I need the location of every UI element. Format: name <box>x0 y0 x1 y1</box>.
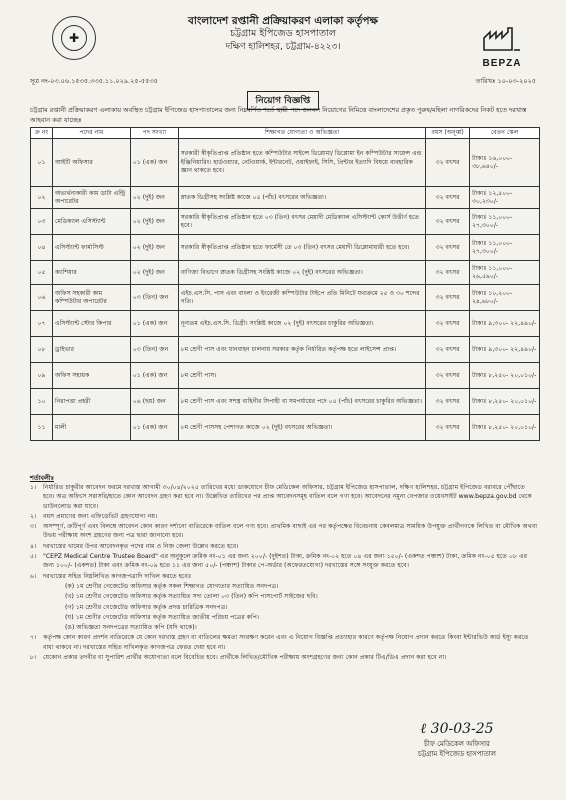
bepza-logo <box>472 26 532 74</box>
table-row <box>31 261 540 285</box>
cell-serial: ০১ <box>31 139 53 187</box>
cell-post: মালী <box>52 415 130 441</box>
cell-salary: টাকাঃ ১৬,০০০- ৩৮,৬৪০/- <box>470 139 540 187</box>
term-number: ৬। <box>30 572 37 580</box>
cell-count: ০১ (এক) জন <box>130 139 178 187</box>
term-text: নির্ধারিত চাকুরীর আবেদন ফরমে দরখাস্ত আগামী ৩০/০৪/২০২৫ তারিখের মধ্যে ডাকযোগে চীফ মেডিকেল অফিসার, চট্টগ্রাম ইপিজেড হাসপাতাল, দক্ষিণ হালিশহর, চট্টগ্রাম ইপিজেড বরাবরে পৌঁছাতে হবে। অত্র অফিসে সরাসরি/হাতে কোন আবেদন গ্রহণ করা হবে না। উল্লেখিত তারিখের পর প্রাপ্ত আবেদনসমূহ বাতিল বলে গণ্য হবে। আবেদনের নমুনা বেপজার ওয়েবসাইট www.bepza.gov.bd থেকে ডাউনলোড করা যাবে। <box>43 484 532 510</box>
cell-count: ০১ (এক) জন <box>130 363 178 389</box>
cell-qualification: ৮ম শ্রেণী পাস এবং যানবাহন চালনায় সরকার কর্তৃক নির্ধারিত কর্তৃপক্ষ হতে লাইসেন্স প্রাপ্ত। <box>178 337 425 363</box>
cell-serial: ০৫ <box>31 261 53 285</box>
cell-salary: টাকাঃ ৮,২৫০- ২০,০১০/- <box>470 415 540 441</box>
letterhead <box>110 14 456 53</box>
cell-qualification: ৮ম শ্রেণী পাস। <box>178 363 425 389</box>
term-text: "CEPZ Medical Centre Trustee Board" এর অনুকূলে ক্রমিক নং-০১ এর জন্য ২০০/- (দুইশত) টাকা, ক্রমিক নং-০২ হতে ০৪ এর জন্য ১৫০/- (একশত পঞ্চাশ) টাকা, ক্রমিক নং-০৫ হতে ০৮ এর জন্য ১০০/- (একশত) টাকা এবং ক্রমিক নং-০৯ হতে ১১ এর জন্য ৫০/- (পঞ্চাশ) টাকার পে-অর্ডার (অফেরতযোগ্য) দরখাস্তের সঙ্গে সংযুক্ত করতে হবে। <box>43 553 528 570</box>
cell-post: ড্রাইভার <box>52 337 130 363</box>
cell-post: এসিস্ট্যান্ট স্টোর কিপার <box>52 311 130 337</box>
term-item <box>30 542 538 551</box>
table-row <box>31 389 540 415</box>
terms-list <box>30 483 538 663</box>
cell-post: নিরাপত্তা প্রহরী <box>52 389 130 415</box>
cell-age: ৩২ বৎসর <box>426 139 470 187</box>
term-text: (খ) ১ম শ্রেণীর গেজেটেড অফিসার কর্তৃক সত্যায়িত সদ্য তোলা ০৩ (তিন) কপি পাসপোর্ট সাইজের ছবি। <box>65 593 318 601</box>
term-number: ৩। <box>30 523 37 531</box>
cell-qualification: ৮ম শ্রেণী পাসসহ পেশাগত কাজে ০২ (দুই) বৎসরের অভিজ্ঞতা। <box>178 415 425 441</box>
cell-post: এসিস্ট্যান্ট ফার্মাসিস্ট <box>52 235 130 261</box>
term-text: দরখাস্তের খামের উপর আবেদনকৃত পদের নাম ও নিজ জেলা উল্লেখ করতে হবে। <box>43 542 239 550</box>
term-item <box>30 633 538 652</box>
col-post: পদের নাম <box>52 128 130 139</box>
term-item <box>30 653 538 662</box>
cell-post: ক্যাশিয়ার <box>52 261 130 285</box>
cell-qualification: সরকারী স্বীকৃতিপ্রাপ্ত প্রতিষ্ঠান হতে কম্পিউটার সাইন্সে ডিপ্লোমা/ ডিপ্লোমা ইন কম্পিউটার সায়েন্স এন্ড ইঞ্জিনিয়ারিং। হার্ডওয়্যার, নেটওয়ার্ক, ইন্টারনেট, ওয়াইফাই, সিসি, প্রিন্টার ইত্যাদি বিষয়ে ব্যবহারিক জ্ঞান থাকতে হবে। <box>178 139 425 187</box>
cell-salary: টাকাঃ ১০,২০০- ২৪,৬৮০/- <box>470 285 540 311</box>
cell-age: ৩২ বৎসর <box>426 261 470 285</box>
hospital-name: চট্টগ্রাম ইপিজেড হাসপাতাল <box>230 28 336 40</box>
cell-qualification: স্নাতক ডিগ্রীসহ সংশ্লিষ্ট কাজে ০৫ (পাঁচ) বৎসরের অভিজ্ঞতা। <box>178 187 425 209</box>
term-item <box>30 572 538 581</box>
term-text: দরখাস্তের সহিত নিম্নলিখিত কাগজপত্রাদি দাখিল করতে হবেঃ <box>43 572 192 580</box>
vacancy-table <box>30 127 540 441</box>
cell-post: মেডিক্যাল এসিস্ট্যান্ট <box>52 209 130 235</box>
term-item <box>30 552 538 571</box>
table-row <box>31 209 540 235</box>
signature: ℓ 30-03-25 <box>420 721 494 737</box>
table-header-row <box>31 128 540 139</box>
terms-title: শর্তাবলীঃ <box>30 474 54 482</box>
term-number: ৫। <box>30 553 37 561</box>
cell-post: আইটি অফিসার <box>52 139 130 187</box>
cell-count: ০৩ (তিন) জন <box>130 285 178 311</box>
cell-count: ০২ (দুই) জন <box>130 235 178 261</box>
col-age: বয়স (অনূর্ধ্ব) <box>426 128 470 139</box>
cell-serial: ০৮ <box>31 337 53 363</box>
cell-serial: ০৩ <box>31 209 53 235</box>
cell-serial: ০৭ <box>31 311 53 337</box>
term-text: বয়স প্রমাণের জন্য এফিডেভিট গ্রহণযোগ্য নয়। <box>43 512 158 520</box>
factory-icon <box>482 26 522 52</box>
col-qualification: শিক্ষাগত যোগ্যতা ও অভিজ্ঞতা <box>178 128 425 139</box>
cell-age: ৩২ বৎসর <box>426 311 470 337</box>
col-serial: ক্র নং <box>31 128 53 139</box>
cell-qualification: সরকারি স্বীকৃতিপ্রাপ্ত প্রতিষ্ঠান হতে ০৩ (তিন) বৎসর মেয়াদী মেডিক্যাল এসিস্ট্যান্ট কোর্স উত্তীর্ণ হতে হবে। <box>178 209 425 235</box>
cell-age: ৩২ বৎসর <box>426 209 470 235</box>
bepza-wordmark: BEPZA <box>482 58 522 69</box>
cell-post: অফিস সহকারী কাম কম্পিউটার অপারেটর <box>52 285 130 311</box>
term-number: ৭। <box>30 634 37 642</box>
cell-qualification: সরকারি স্বীকৃতিপ্রাপ্ত প্রতিষ্ঠান হতে ফার্মেসী তে ০৩ (তিন) বৎসর মেয়াদী ডিপ্লোমাধারী হতে হবে। <box>178 235 425 261</box>
term-number: ৪। <box>30 542 37 550</box>
table-row <box>31 337 540 363</box>
table-row <box>31 187 540 209</box>
term-text: (ঘ) ১ম শ্রেণীর গেজেটেড অফিসার কর্তৃক সত্যায়িত জাতীয় পরিচয় পত্রের কপি। <box>65 613 260 621</box>
cell-count: ০১ (এক) জন <box>130 311 178 337</box>
cell-salary: টাকাঃ ৯,৩০০- ২২,৪৯০/- <box>470 337 540 363</box>
term-text: (ক) ১ম শ্রেণীর গেজেটেড অফিসার কর্তৃক সকল শিক্ষাগত যোগ্যতার সত্যায়িত সনদপত্র। <box>65 582 279 590</box>
cell-serial: ১০ <box>31 389 53 415</box>
term-item <box>30 623 538 632</box>
reference-row <box>30 76 536 87</box>
cell-serial: ০৯ <box>31 363 53 389</box>
term-item <box>30 522 538 541</box>
table-row <box>31 235 540 261</box>
cell-age: ৩২ বৎসর <box>426 415 470 441</box>
cell-salary: টাকাঃ ১১,০০০- ২৬,৫৯০/- <box>470 261 540 285</box>
cell-salary: টাকাঃ ১২,৫০০- ৩০,২৩০/- <box>470 187 540 209</box>
cell-count: ০২ (দুই) জন <box>130 261 178 285</box>
signatory-office: চট্টগ্রাম ইপিজেড হাসপাতাল <box>417 749 496 758</box>
term-item <box>30 582 538 591</box>
cell-count: ০১ (এক) জন <box>130 415 178 441</box>
cell-age: ৩২ বৎসর <box>426 363 470 389</box>
table-row <box>31 415 540 441</box>
cell-qualification: ৮ম শ্রেণী পাস এবং সশস্ত্র বাহিনীর সিপাহী বা সমপর্যায়ের পদে ০৫ (পাঁচ) বৎসরের চাকুরির অভিজ্ঞতা। <box>178 389 425 415</box>
signature-block <box>418 720 496 760</box>
cell-count: ০২ (দুই) জন <box>130 187 178 209</box>
cell-serial: ০৪ <box>31 235 53 261</box>
term-text: কর্তৃপক্ষ কোন কারণ প্রদর্শন ব্যতিরেকে যে কোন দরখাস্ত গ্রহণ বা বাতিলের ক্ষমতা সংরক্ষণ করেন এবং এ নিয়োগ বিজ্ঞপ্তি প্রত্যাহার কারণে কর্তৃপক্ষ নিয়োগ প্রদান করতে কিংবা ইন্টারভিউ কার্ড ইস্যু করতে বাধ্য থাকবে না। দরখাস্তের সহিত দাখিলকৃত কাগজপত্র ফেরত দেয়া হবে না। <box>43 634 529 651</box>
hospital-logo <box>52 16 96 60</box>
cell-count: ০৬ (ছয়) জন <box>130 389 178 415</box>
term-item <box>30 603 538 612</box>
org-name: বাংলাদেশ রপ্তানী প্রক্রিয়াকরণ এলাকা কর্তৃপক্ষ <box>188 15 378 27</box>
col-count: পদ সংখ্যা <box>130 128 178 139</box>
term-number: ১। <box>30 484 37 491</box>
cell-count: ০২ (দুই) জন <box>130 209 178 235</box>
col-salary: বেতন স্কেল <box>470 128 540 139</box>
term-text: (ঙ) অভিজ্ঞতা সনদপত্রের সত্যায়িত কপি (যদি থাকে)। <box>65 624 197 632</box>
cell-post: অফিস সহায়ক <box>52 363 130 389</box>
memo-number: সূত্র নং-০৩.০৬.১৫৩৫.৩৩৫.১১.০২৯.২৫-৫৫৩৫ <box>30 77 158 85</box>
address: দক্ষিণ হালিশহর, চট্টগ্রাম-৪২২৩। <box>225 41 341 52</box>
cell-qualification: বাণিজ্য বিভাগে স্নাতক ডিগ্রীসহ সংশ্লিষ্ট কাজে ০২ (দুই) বৎসরের অভিজ্ঞতা। <box>178 261 425 285</box>
cell-age: ৩২ বৎসর <box>426 285 470 311</box>
notice-title-text: নিয়োগ বিজ্ঞপ্তি <box>247 91 320 110</box>
term-number: ৮। <box>30 654 37 662</box>
cell-qualification: এইচ.এস.সি. পাস এবং বাংলা ও ইংরেজী কম্পিউটার টাইপে প্রতি মিনিটে যথাক্রমে ২৫ ও ৩০ শব্দের গতি। <box>178 285 425 311</box>
table-row <box>31 363 540 389</box>
cell-salary: টাকাঃ ৮,২৫০- ২০,০১০/- <box>470 389 540 415</box>
term-item <box>30 613 538 622</box>
notice-date: তারিখঃ ১০-০৩-২০২৫ <box>475 77 536 85</box>
cell-salary: টাকাঃ ১১,০০০- ২৭,৩০০/- <box>470 235 540 261</box>
cell-qualification: নূন্যতম এইচ.এস.সি. ডিগ্রী। সংশ্লিষ্ট কাজে ০২ (দুই) বৎসরের চাকুরির অভিজ্ঞতা। <box>178 311 425 337</box>
table-row <box>31 285 540 311</box>
cross-icon: ✚ <box>61 25 87 51</box>
cell-serial: ০২ <box>31 187 53 209</box>
cell-count: ০৩ (তিন) জন <box>130 337 178 363</box>
term-number <box>52 623 62 632</box>
term-text: যেকোন প্রকার তদবীর বা সুপারিশ প্রার্থীর অযোগ্যতা বলে বিবেচিত হবে। প্রার্থীকে লিখিত/মৌখিক পরীক্ষায় অংশগ্রহণের জন্য কোন প্রকার টিএ/ডিএ প্রদান করা হবে না। <box>43 654 447 662</box>
term-item <box>30 483 538 511</box>
term-text: অসম্পূর্ণ, ক্রটিপূর্ণ এবং বিলম্বে আবেদন কোন কারণ দর্শানো ব্যতিরেকে বাতিল বলে গণ্য হবে। প্রাথমিক বাছাই এর পর কর্তৃপক্ষের বিবেচনায় কেবলমাত্র সাময়িক উপযুক্ত প্রার্থীগণকে লিখিত বা মৌখিক অথবা উভয় পরীক্ষায় অংশ গ্রহণের জন্য পত্র দ্বারা জানানো হবে। <box>43 523 538 540</box>
cell-salary: টাকাঃ ৮,২৫০- ২০,০১০/- <box>470 363 540 389</box>
cell-salary: টাকাঃ ১১,০০০- ২৭,৩০০/- <box>470 209 540 235</box>
term-number <box>52 592 62 601</box>
cell-salary: টাকাঃ ৯,৩০০- ২২,৪৯০/- <box>470 311 540 337</box>
table-body <box>31 139 540 441</box>
term-text: (গ) ১ম শ্রেণীর গেজেটেড অফিসার কর্তৃক প্রদত্ত চারিত্রিক সনদপত্র। <box>65 603 228 611</box>
cell-post: অভ্যর্থনাকারী কাম ডাটা এন্ট্রি অপারেটর <box>52 187 130 209</box>
term-number: ২। <box>30 512 37 520</box>
table-row <box>31 311 540 337</box>
cell-age: ৩২ বৎসর <box>426 187 470 209</box>
cell-serial: ১১ <box>31 415 53 441</box>
cell-age: ৩২ বৎসর <box>426 235 470 261</box>
term-number <box>52 582 62 591</box>
table-row <box>31 139 540 187</box>
intro-paragraph: চট্টগ্রাম রপ্তানী প্রক্রিয়াকরণ এলাকায় অবস্থিত চট্টগ্রাম ইপিজেড হাসপাতালের জন্য নিম্নবর্ণিত শর্তে স্থায়ী পদে জনবল নিয়োগের নিমিত্তে বাংলাদেশের প্রকৃত পুরুষ/মহিলা নাগরিকদের নিকট হতে দরখাস্ত আহবান করা যাচ্ছেঃ <box>30 106 527 124</box>
cell-serial: ০৬ <box>31 285 53 311</box>
term-number <box>52 613 62 622</box>
term-number <box>52 603 62 612</box>
signatory-title: চীফ মেডিকেল অফিসার <box>424 740 490 748</box>
cell-age: ৩২ বৎসর <box>426 389 470 415</box>
cell-age: ৩২ বৎসর <box>426 337 470 363</box>
term-item <box>30 592 538 601</box>
term-item <box>30 512 538 521</box>
